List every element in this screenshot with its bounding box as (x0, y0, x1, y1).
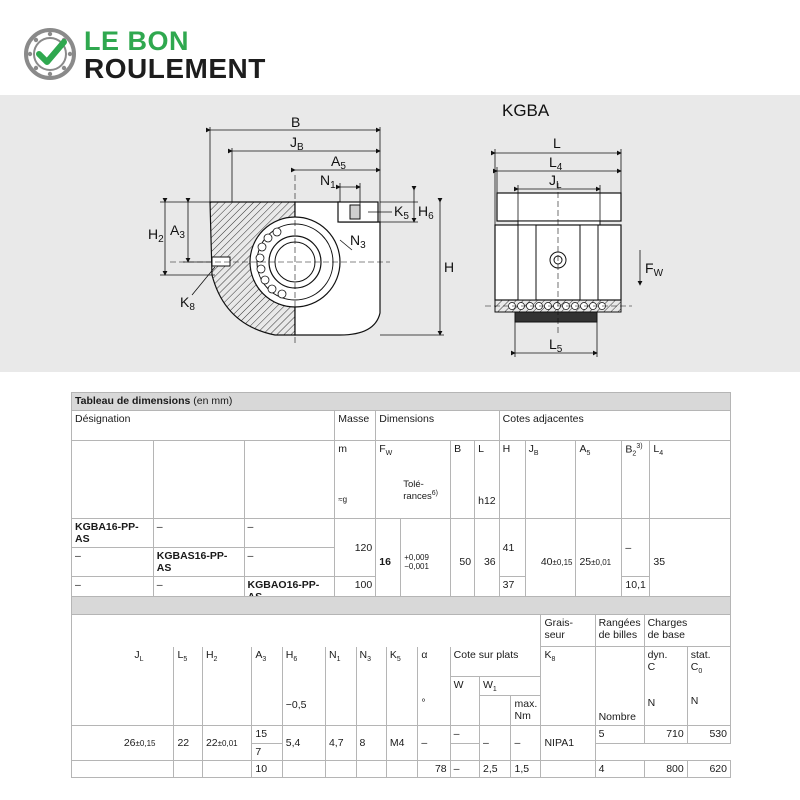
svg-text:K8: $K_8$ (180, 294, 195, 313)
header-graisseur: Grais- seur (541, 615, 595, 647)
table-row: KGBA16-PP-AS – – 120 16 +0,009 −0,001 50 36 41 40±0,15 25±0,01 – 35 (72, 519, 731, 548)
sub-l4: $L_4$ (650, 441, 731, 519)
table-row: 26±0,15 22 22±0,01 15 5,4 4,7 8 M4 – – – – NIPA1 5 710 530 (72, 726, 731, 744)
svg-text:N3: $N_3$ (350, 232, 366, 251)
bearing-check-logo-icon (24, 28, 76, 80)
table-subheader-row (72, 441, 731, 519)
table-title-row (72, 393, 731, 411)
table-title-row (72, 597, 731, 615)
sub-blank-3 (244, 441, 335, 519)
sub-fw: $F_W$ Tolé- rances$^{6)}$ (376, 441, 451, 519)
svg-text:B: B (291, 114, 301, 130)
sub-blank-1 (72, 441, 154, 519)
header-masse: Masse (335, 411, 376, 441)
sub-masse: m ≈g (335, 441, 376, 519)
sub-b: B (451, 441, 475, 519)
table-title: Tableau de dimensions (en mm) (72, 393, 731, 411)
sub-h: H (499, 441, 525, 519)
dimensions-table (71, 392, 731, 606)
svg-text:H: H (444, 259, 455, 275)
sub-l: L h12 (475, 441, 500, 519)
svg-text:L4: $L_4$ (549, 154, 563, 173)
header-rangees: Rangées de billes (595, 615, 644, 647)
svg-text:A5: $A_5$ (331, 153, 346, 172)
sub-blank-2 (153, 441, 244, 519)
drawing-svg (0, 95, 800, 372)
svg-text:H2: $H_2$ (148, 226, 164, 245)
header-charges: Charges de base (644, 615, 730, 647)
table-subheader-row: $J_L$ $L_5$ $H_2$ $A_3$ $H_6$ −0,5 $N_1$ $N_3$ $K_5$ α ° Cote sur plats $K_8$ Nombre dyn. C N stat. $C_0$ N (72, 647, 731, 677)
sub-a5: $A_5$ (576, 441, 622, 519)
svg-text:JL: $J_L$ (549, 172, 562, 191)
svg-text:H6: $H_6$ (418, 203, 434, 222)
dimensions-table-continued: Grais- seur Rangées de billes Charges de base $J_L$ $L_5$ $H_2$ $A_3$ $H_6$ −0,5 $N_1$ $N_3$ $K_5$ α ° Cote sur plats $K_8$ Nombre dyn. C N stat. $C_0$ N W $W_1$ max. Nm 26±0,15 22 22±0,01 15 5,4 4,7 8 M4 – – – – NIPA1 5 710 530 7 10 78 – 2,5 1,5 4 800 620 (71, 596, 731, 778)
table-row: 10 78 – 2,5 1,5 4 800 620 (72, 761, 731, 778)
technical-drawing (0, 95, 800, 372)
sub-jb: $J_B$ (525, 441, 576, 519)
header-designation: Désignation (72, 411, 335, 441)
variant-title: KGBA (502, 101, 550, 120)
svg-text:JB: $J_B$ (290, 134, 304, 153)
table-header-row (72, 411, 731, 441)
logo-text-primary: LE BON (84, 26, 190, 56)
logo-text-secondary: ROULEMENT (84, 53, 266, 84)
svg-text:A3: $A_3$ (170, 222, 185, 241)
left-view (170, 175, 390, 345)
header (0, 0, 800, 95)
header-cotes: Cotes adjacentes (499, 411, 730, 441)
table-row: 7 (72, 744, 731, 761)
svg-text:K5: $K_5$ (394, 203, 409, 222)
svg-text:L5: $L_5$ (549, 336, 563, 355)
table-row: – KGBAS16-PP-AS – (72, 548, 731, 577)
header-dimensions: Dimensions (376, 411, 499, 441)
sub-b2: $B_2^{3)}$ (622, 441, 650, 519)
table-row: – – KGBAO16-PP- 100 37 10,1 (72, 577, 731, 606)
svg-text:N1: $N_1$ (320, 172, 336, 191)
svg-text:FW: $F_W$ (645, 260, 664, 279)
right-view (485, 183, 632, 335)
table-header-row (72, 615, 731, 647)
svg-text:L: L (553, 135, 561, 151)
